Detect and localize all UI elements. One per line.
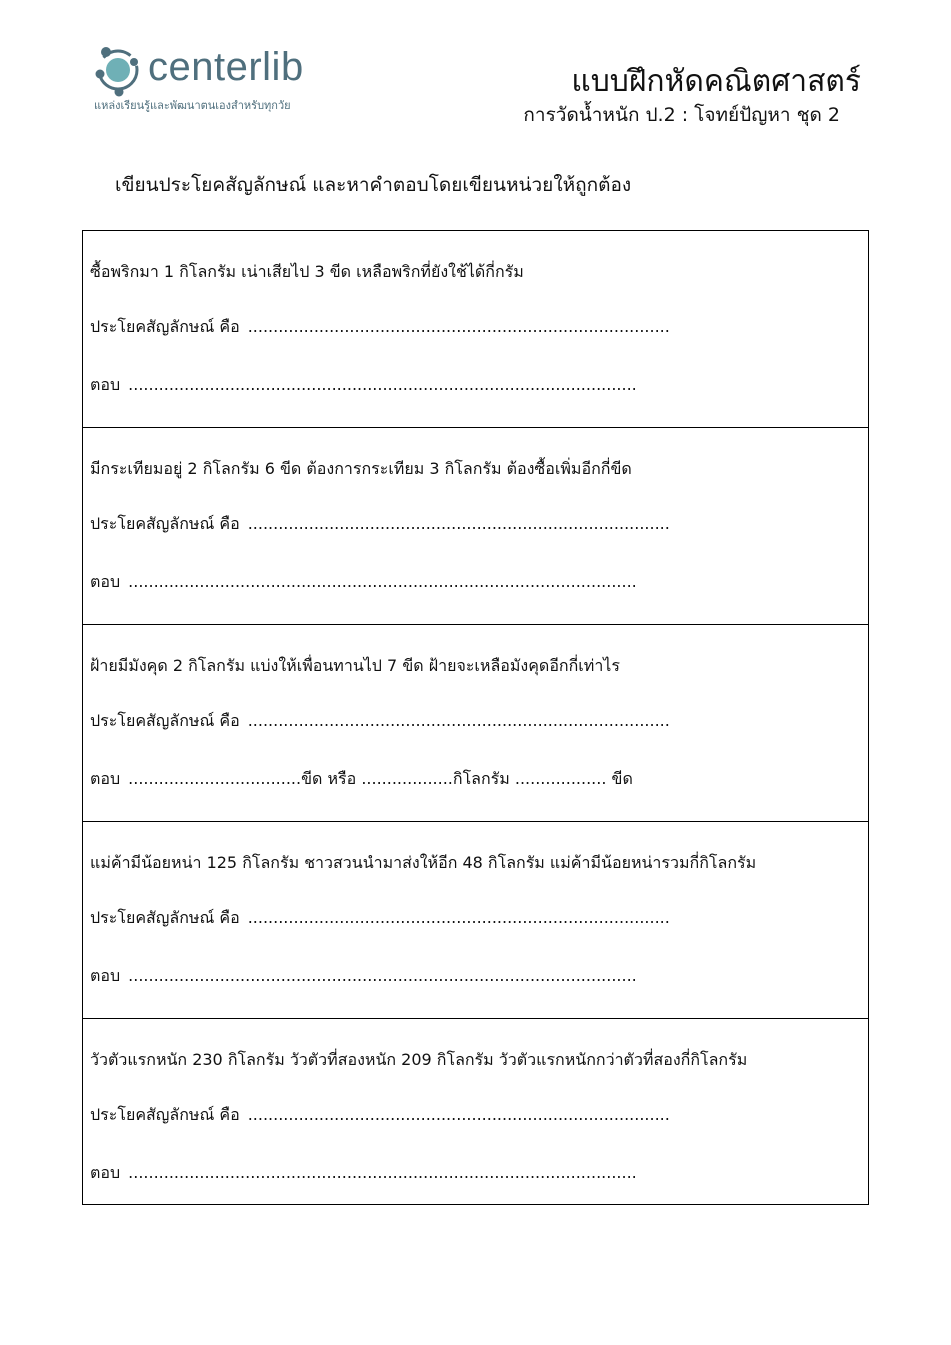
answer-dots: .................................................................................................... [128, 375, 637, 394]
problem-5 [83, 1019, 868, 1202]
sentence-dots: ................................................................................... [247, 514, 670, 533]
sentence-label: ประโยคสัญลักษณ์ คือ [90, 908, 240, 927]
answer-line[interactable] [90, 373, 637, 398]
sentence-line[interactable] [90, 906, 670, 931]
answer-line[interactable] [90, 767, 633, 792]
sentence-line[interactable] [90, 512, 670, 537]
problem-2 [83, 428, 868, 625]
answer-label: ตอบ [90, 375, 121, 394]
problem-question: วัวตัวแรกหนัก 230 กิโลกรัม วัวตัวที่สองหนัก 209 กิโลกรัม วัวตัวแรกหนักกว่าตัวที่สองกี่กิโลกรัม [90, 1050, 748, 1069]
problem-4 [83, 822, 868, 1019]
answer-line[interactable] [90, 964, 637, 989]
brand-name: centerlib [148, 45, 304, 89]
answer-label: ตอบ [90, 572, 121, 591]
sentence-dots: ................................................................................... [247, 908, 670, 927]
page-title: แบบฝึกหัดคณิตศาสตร์ [571, 64, 861, 99]
problem-1 [83, 231, 868, 428]
problem-question: มีกระเทียมอยู่ 2 กิโลกรัม 6 ขีด ต้องการกระเทียม 3 กิโลกรัม ต้องซื้อเพิ่มอีกกี่ขีด [90, 459, 632, 478]
sentence-dots: ................................................................................... [247, 1105, 670, 1124]
answer-label: ตอบ [90, 1163, 121, 1182]
problem-3 [83, 625, 868, 822]
sentence-label: ประโยคสัญลักษณ์ คือ [90, 1105, 240, 1124]
sentence-line[interactable] [90, 1103, 670, 1128]
answer-dots: .................................................................................................... [128, 572, 637, 591]
answer-dots: .................................................................................................... [128, 966, 637, 985]
sentence-dots: ................................................................................... [247, 317, 670, 336]
problem-question: ซื้อพริกมา 1 กิโลกรัม เน่าเสียไป 3 ขีด เหลือพริกที่ยังใช้ได้กี่กรัม [90, 262, 524, 281]
molecule-icon [92, 40, 150, 98]
problem-question: ฝ้ายมีมังคุด 2 กิโลกรัม แบ่งให้เพื่อนทานไป 7 ขีด ฝ้ายจะเหลือมังคุดอีกกี่เท่าไร [90, 656, 620, 675]
problem-table [82, 230, 869, 1205]
page-subtitle: การวัดน้ำหนัก ป.2 : โจทย์ปัญหา ชุด 2 [523, 104, 840, 126]
sentence-line[interactable] [90, 709, 670, 734]
answer-label: ตอบ [90, 966, 121, 985]
sentence-label: ประโยคสัญลักษณ์ คือ [90, 711, 240, 730]
brand-tagline: แหล่งเรียนรู้และพัฒนาตนเองสำหรับทุกวัย [94, 99, 291, 112]
problem-question: แม่ค้ามีน้อยหน่า 125 กิโลกรัม ชาวสวนนำมาส่งให้อีก 48 กิโลกรัม แม่ค้ามีน้อยหน่ารวมกี่กิโลกรัม [90, 853, 757, 872]
answer-line[interactable] [90, 1161, 637, 1186]
instruction-text: เขียนประโยคสัญลักษณ์ และหาคำตอบโดยเขียนหน่วยให้ถูกต้อง [115, 174, 632, 196]
answer-template: ..................................ขีด หรือ ..................กิโลกรัม .................. ขีด [128, 769, 633, 788]
sentence-label: ประโยคสัญลักษณ์ คือ [90, 514, 240, 533]
answer-label: ตอบ [90, 769, 121, 788]
sentence-line[interactable] [90, 315, 670, 340]
answer-dots: .................................................................................................... [128, 1163, 637, 1182]
sentence-label: ประโยคสัญลักษณ์ คือ [90, 317, 240, 336]
sentence-dots: ................................................................................... [247, 711, 670, 730]
answer-line[interactable] [90, 570, 637, 595]
brand-logo [92, 40, 352, 115]
